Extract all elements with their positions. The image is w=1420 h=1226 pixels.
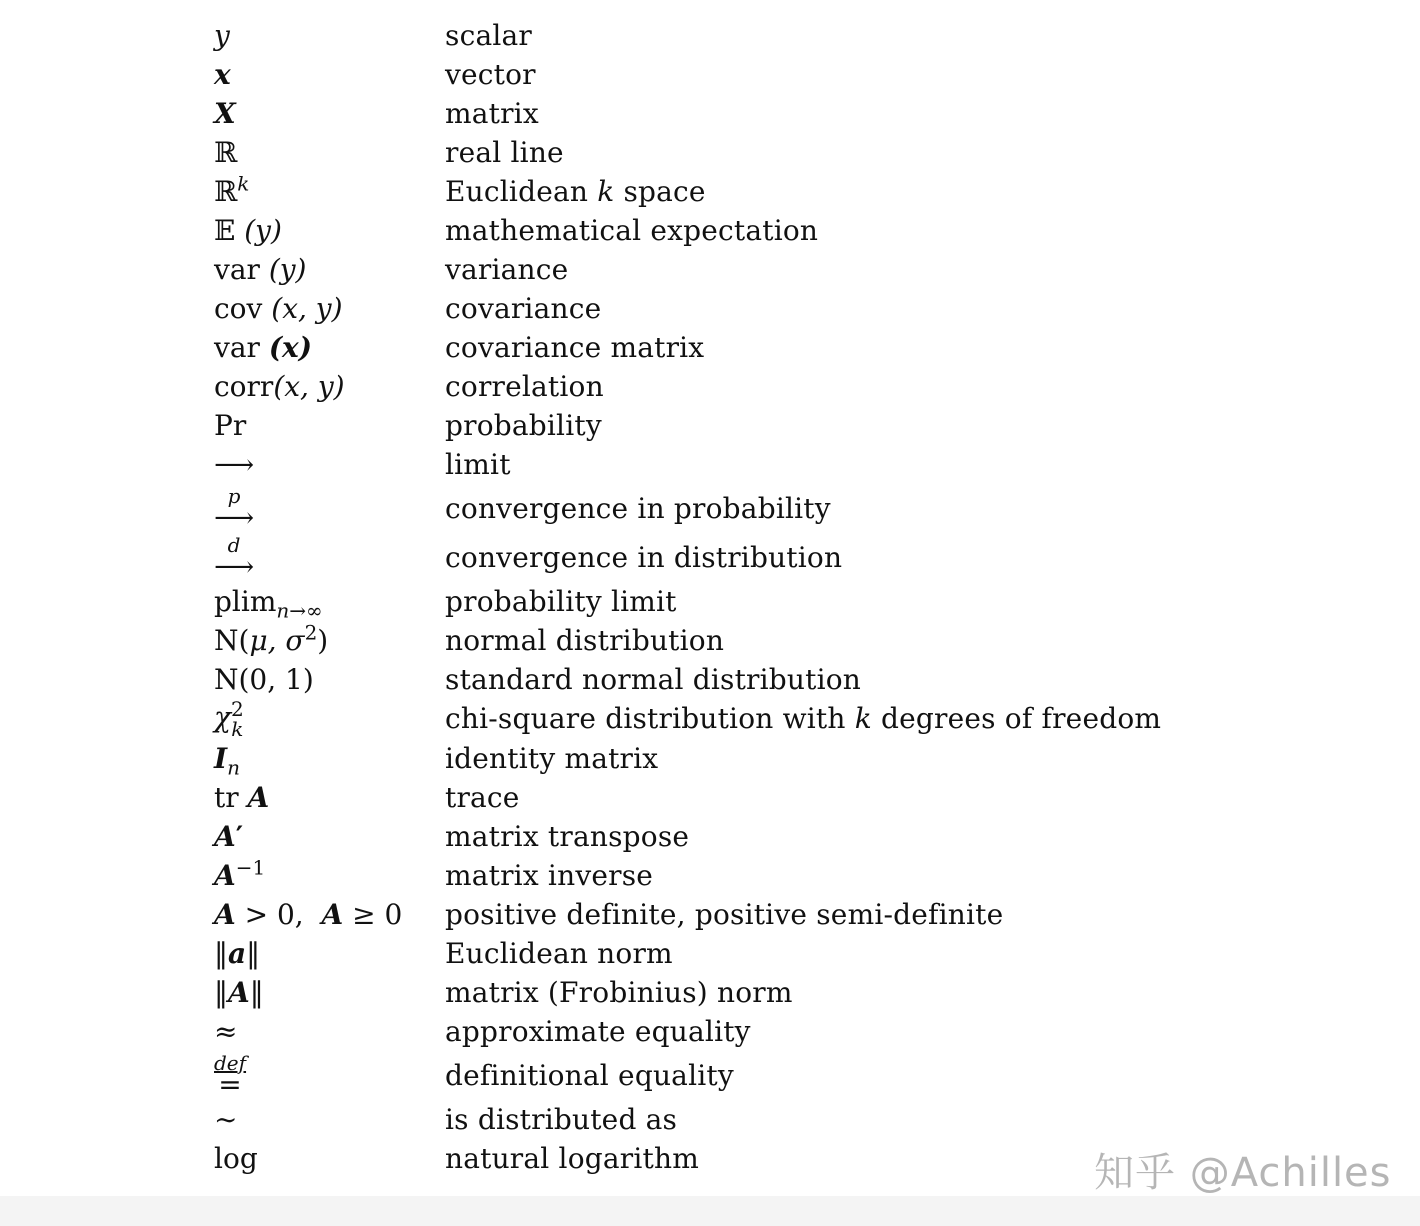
- notation-row: [214, 94, 1214, 133]
- description-limit: limit: [445, 447, 511, 481]
- stacked-equals: [214, 1050, 247, 1101]
- description-definitional-equality: definitional equality: [445, 1058, 734, 1092]
- description-text: Euclidean: [445, 174, 598, 208]
- description-definiteness: positive definite, positive semi-definite: [445, 897, 1004, 931]
- symbol-function: plim: [214, 584, 277, 618]
- description-trace: trace: [445, 780, 520, 814]
- notation-row: [214, 484, 1214, 533]
- description-plim: probability limit: [445, 584, 677, 618]
- description-real-line: real line: [445, 135, 564, 169]
- symbol-euclidean-space: [214, 171, 445, 209]
- symbol-base: χ: [214, 700, 231, 734]
- symbol-operator: > 0,: [235, 897, 322, 931]
- description-convergence-probability: convergence in probability: [445, 491, 831, 525]
- arrow-icon: ⟶: [214, 549, 255, 583]
- description-text: space: [614, 174, 706, 208]
- symbol-approx: ≈: [214, 1014, 238, 1048]
- symbol-function: corr: [214, 369, 274, 403]
- description-convergence-distribution: convergence in distribution: [445, 540, 843, 574]
- symbol-argument: (y): [268, 252, 307, 286]
- notation-row: [214, 328, 1214, 367]
- notation-row: [214, 895, 1214, 934]
- notation-row: [214, 973, 1214, 1012]
- symbol-base: A: [214, 858, 236, 892]
- symbol-superscript: 2: [230, 697, 244, 721]
- notation-row: [214, 1139, 1214, 1178]
- description-text: degrees of freedom: [871, 702, 1162, 736]
- symbol-correlation: [214, 370, 445, 404]
- description-variance: variance: [445, 252, 569, 286]
- symbol-subscript: n→∞: [276, 598, 323, 623]
- notation-row: [214, 660, 1214, 699]
- watermark: 知乎 @Achilles: [1094, 1150, 1392, 1196]
- symbol-prefix: N(: [214, 623, 250, 657]
- symbol-matrix-norm: [214, 976, 445, 1010]
- symbol-operator: ≥ 0: [343, 897, 403, 931]
- description-covariance: covariance: [445, 291, 602, 325]
- notation-row: [214, 934, 1214, 973]
- symbol-base: A: [228, 975, 250, 1009]
- symbol-superscript: 2: [304, 620, 318, 645]
- symbol-argument: (y): [244, 213, 282, 247]
- notation-row: [214, 250, 1214, 289]
- bottom-strip: [0, 1196, 1420, 1226]
- notation-row: [214, 445, 1214, 484]
- notation-row: [214, 699, 1214, 739]
- notation-row: [214, 817, 1214, 856]
- symbol-subscript: k: [231, 717, 244, 741]
- symbol-matrix: X: [214, 96, 236, 130]
- description-matrix-norm: matrix (Frobinius) norm: [445, 975, 793, 1009]
- symbol-suffix: ): [317, 623, 329, 657]
- description-matrix: matrix: [445, 96, 539, 130]
- arrow-icon: ⟶: [214, 500, 255, 534]
- symbol-inverse: [214, 855, 445, 893]
- equals-sign: =: [218, 1067, 242, 1101]
- description-covariance-matrix: covariance matrix: [445, 330, 705, 364]
- symbol-convergence-distribution: [214, 532, 445, 583]
- symbol-chi-square: [214, 699, 445, 739]
- symbol-expectation: [214, 214, 445, 248]
- notation-row: [214, 1012, 1214, 1051]
- description-probability: probability: [445, 408, 602, 442]
- symbol-euclidean-norm: [214, 937, 445, 971]
- symbol-limit-arrow: ⟶: [214, 447, 255, 481]
- notation-row: [214, 533, 1214, 582]
- symbol-function: cov: [214, 291, 263, 325]
- symbol-covariance-matrix: [214, 331, 445, 365]
- description-variable: k: [854, 702, 872, 736]
- description-inverse: matrix inverse: [445, 858, 654, 892]
- stacked-arrow: [214, 483, 255, 534]
- symbol-convergence-probability: [214, 483, 445, 534]
- symbol-probability: Pr: [214, 408, 247, 442]
- symbol-subscript: n: [227, 755, 240, 780]
- notation-table: [214, 16, 1214, 1178]
- description-correlation: correlation: [445, 369, 604, 403]
- notation-row: [214, 621, 1214, 660]
- symbol-normal: [214, 620, 445, 658]
- notation-row: [214, 1051, 1214, 1100]
- symbol-trace: [214, 781, 445, 815]
- symbol-variance: [214, 253, 445, 287]
- symbol-norm-bar: ‖: [249, 975, 264, 1009]
- script-stack: [231, 699, 244, 739]
- symbol-norm-bar: ‖: [214, 975, 228, 1009]
- notation-row: [214, 739, 1214, 778]
- notation-row: [214, 211, 1214, 250]
- notation-row: [214, 778, 1214, 817]
- description-variable: k: [597, 174, 615, 208]
- symbol-transpose: [214, 820, 445, 854]
- symbol-identity: [214, 741, 445, 780]
- notation-row: [214, 1100, 1214, 1139]
- notation-row: [214, 582, 1214, 621]
- symbol-base: a: [228, 936, 247, 970]
- symbol-norm-bar: ‖: [214, 936, 228, 970]
- symbol-argument: A: [247, 780, 270, 814]
- symbol-scalar: y: [214, 18, 230, 52]
- symbol-distributed-as: ∼: [214, 1102, 238, 1136]
- symbol-superscript: k: [237, 171, 250, 196]
- description-transpose: matrix transpose: [445, 819, 690, 853]
- notation-row: [214, 16, 1214, 55]
- description-identity: identity matrix: [445, 741, 659, 775]
- symbol-real-line: ℝ: [214, 135, 238, 169]
- symbol-base: I: [214, 741, 228, 775]
- symbol-function: tr: [214, 780, 239, 814]
- symbol-argument: (x): [268, 330, 313, 364]
- description-log: natural logarithm: [445, 1141, 699, 1175]
- symbol-vector: x: [214, 57, 231, 91]
- symbol-plim: [214, 584, 445, 623]
- description-normal: normal distribution: [445, 623, 725, 657]
- symbol-norm-bar: ‖: [246, 936, 261, 970]
- symbol-definitional-equality: [214, 1050, 445, 1101]
- symbol-base: ℝ: [214, 174, 238, 208]
- notation-row: [214, 367, 1214, 406]
- stacked-arrow: [214, 532, 255, 583]
- symbol-superscript: −1: [235, 855, 266, 880]
- description-standard-normal: standard normal distribution: [445, 662, 862, 696]
- symbol-base: 𝔼: [214, 213, 236, 247]
- symbol-covariance: [214, 292, 445, 326]
- notation-row: [214, 289, 1214, 328]
- arrow-label: p: [227, 483, 241, 508]
- notation-row: [214, 406, 1214, 445]
- notation-row: [214, 172, 1214, 211]
- symbol-log: log: [214, 1141, 258, 1175]
- symbol-standard-normal: N(0, 1): [214, 662, 314, 696]
- notation-row: [214, 55, 1214, 94]
- symbol-params: μ, σ: [249, 623, 305, 657]
- description-distributed-as: is distributed as: [445, 1102, 678, 1136]
- symbol-prime: ′: [235, 819, 244, 853]
- symbol-matrix-a: A: [214, 897, 236, 931]
- arrow-label: d: [227, 532, 241, 557]
- description-approx: approximate equality: [445, 1014, 751, 1048]
- symbol-base: A: [214, 819, 236, 853]
- description-chi-square: [445, 702, 1161, 736]
- symbol-matrix-a: A: [321, 897, 344, 931]
- description-text: chi-square distribution with: [445, 702, 855, 736]
- description-scalar: scalar: [445, 18, 532, 52]
- notation-row: [214, 856, 1214, 895]
- symbol-definiteness: [214, 898, 445, 932]
- equals-label: def: [214, 1050, 247, 1075]
- symbol-argument: (x, y): [273, 369, 345, 403]
- symbol-argument: (x, y): [271, 291, 343, 325]
- description-euclidean-norm: Euclidean norm: [445, 936, 673, 970]
- description-expectation: mathematical expectation: [445, 213, 819, 247]
- description-vector: vector: [445, 57, 536, 91]
- description-euclidean-space: [445, 175, 706, 209]
- notation-row: [214, 133, 1214, 172]
- symbol-function: var: [214, 252, 260, 286]
- symbol-function: var: [214, 330, 260, 364]
